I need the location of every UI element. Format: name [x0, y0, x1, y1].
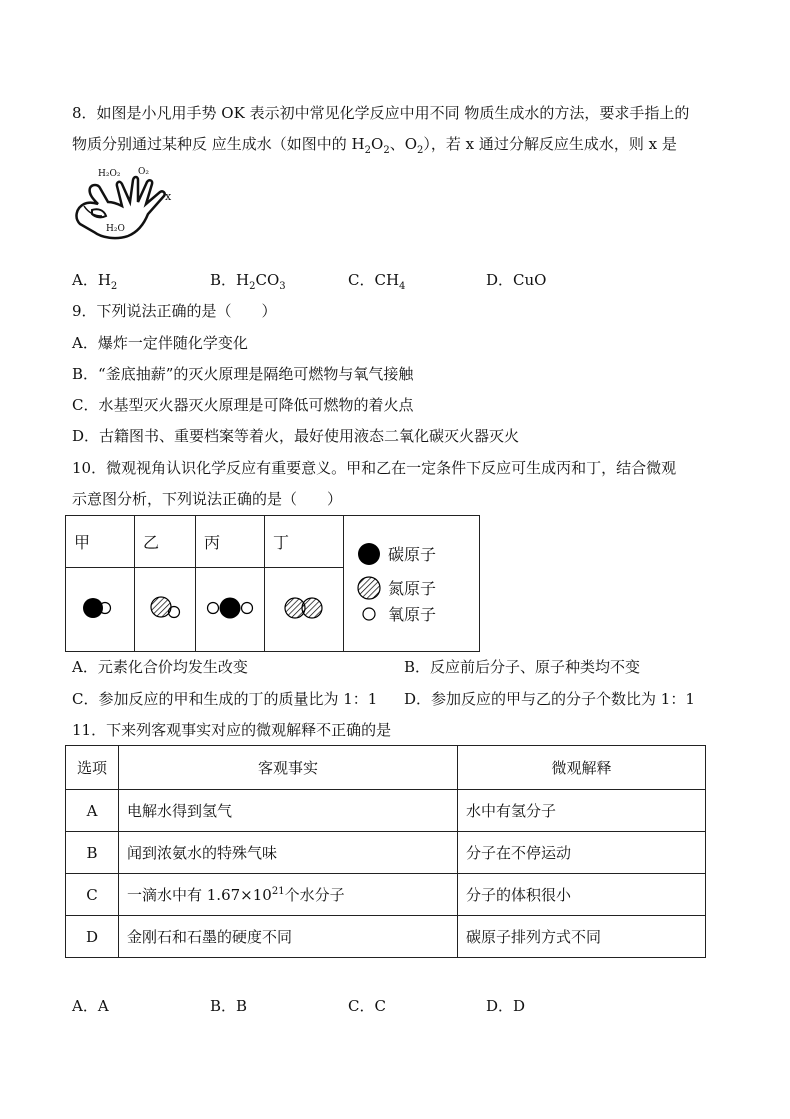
q8-option-d[interactable]: D．CuO — [486, 271, 547, 289]
q10-molecule-jia — [66, 568, 135, 652]
legend-nitrogen: 氮原子 — [356, 575, 479, 601]
q11-table — [65, 745, 706, 958]
q9-stem: 9．下列说法正确的是（ ） — [72, 302, 277, 320]
q10-molecule-ding — [265, 568, 344, 652]
table-row — [66, 790, 706, 832]
hand-label-h2o2: H₂O₂ — [98, 169, 121, 179]
q11-cell-option: A — [66, 790, 119, 832]
q11-cell-explain: 水中有氢分子 — [458, 790, 706, 832]
hand-label-h2o: H₂O — [106, 224, 125, 234]
q11-cell-explain: 分子在不停运动 — [458, 832, 706, 874]
hand-label-o2: O₂ — [138, 167, 149, 177]
q11-cell-option: B — [66, 832, 119, 874]
q11-cell-option: C — [66, 874, 119, 916]
q11-cell-explain: 分子的体积很小 — [458, 874, 706, 916]
q11-stem: 11．下来列客观事实对应的微观解释不正确的是 — [72, 721, 392, 739]
q11-header-explain: 微观解释 — [458, 746, 706, 790]
no-molecule-icon — [140, 593, 190, 623]
carbon-atom-icon — [356, 541, 382, 567]
q11-option-a[interactable]: A．A — [72, 997, 109, 1015]
q11-cell-option: D — [66, 916, 119, 958]
q10-molecule-bing — [196, 568, 265, 652]
q9-option-d[interactable]: D．古籍图书、重要档案等着火，最好使用液态二氧化碳灭火器灭火 — [72, 427, 520, 445]
oxygen-atom-icon — [356, 601, 382, 627]
q11-cell-fact: 金刚石和石墨的硬度不同 — [119, 916, 458, 958]
q8-stem-line2: 物质分别通过某种反 应生成水（如图中的 $H_2O_2$、$O_2$），若 x 通过分解反应生成水，则 x 是 — [72, 135, 677, 156]
q8-option-a[interactable]: A．$H_2$ — [72, 271, 118, 292]
q10-header-yi: 乙 — [135, 516, 196, 568]
co-molecule-icon — [75, 593, 125, 623]
q11-option-b[interactable]: B．B — [210, 997, 248, 1015]
q10-option-a[interactable]: A．元素化合价均发生改变 — [72, 658, 248, 676]
n2-molecule-icon — [276, 593, 332, 623]
legend-carbon: 碳原子 — [356, 541, 479, 567]
q11-cell-explain: 碳原子排列方式不同 — [458, 916, 706, 958]
table-row — [66, 874, 706, 916]
q11-header-fact: 客观事实 — [119, 746, 458, 790]
q10-molecule-table — [65, 515, 480, 652]
q10-header-bing: 丙 — [196, 516, 265, 568]
q10-stem-line1: 10．微观视角认识化学反应有重要意义。甲和乙在一定条件下反应可生成丙和丁，结合微观 — [72, 459, 677, 477]
q11-cell-fact: 电解水得到氢气 — [119, 790, 458, 832]
q8-option-c[interactable]: C．$CH_4$ — [348, 271, 406, 292]
q10-option-b[interactable]: B．反应前后分子、原子种类均不变 — [404, 658, 641, 676]
q11-header-row — [66, 746, 706, 790]
q11-option-d[interactable]: D．D — [486, 997, 526, 1015]
q11-header-option: 选项 — [66, 746, 119, 790]
table-row — [66, 832, 706, 874]
q8-stem-line1: 8．如图是小凡用手势 OK 表示初中常见化学反应中用不同 物质生成水的方法，要求手指上的 — [72, 104, 690, 122]
q10-option-c[interactable]: C．参加反应的甲和生成的丁的质量比为 1：1 — [72, 690, 378, 708]
q11-option-c[interactable]: C．C — [348, 997, 386, 1015]
q11-cell-fact: 闻到浓氨水的特殊气味 — [119, 832, 458, 874]
legend-oxygen: 氧原子 — [356, 601, 479, 627]
q10-header-jia: 甲 — [66, 516, 135, 568]
q9-option-c[interactable]: C．水基型灭火器灭火原理是可降低可燃物的着火点 — [72, 396, 414, 414]
q10-molecule-yi — [135, 568, 196, 652]
q9-option-b[interactable]: B．“釜底抽薪”的灭火原理是隔绝可燃物与氧气接触 — [72, 365, 414, 383]
hand-label-x: x — [165, 190, 172, 203]
q10-stem-line2: 示意图分析，下列说法正确的是（ ） — [72, 490, 343, 508]
q9-option-a[interactable]: A．爆炸一定伴随化学变化 — [72, 334, 248, 352]
co2-molecule-icon — [202, 593, 258, 623]
q8-option-b[interactable]: B．$H_2CO_3$ — [210, 271, 286, 292]
q10-option-d[interactable]: D．参加反应的甲与乙的分子个数比为 1：1 — [404, 690, 695, 708]
q10-header-ding: 丁 — [265, 516, 344, 568]
q11-cell-fact: 一滴水中有 $1.67\times 10^{21}$个水分子 — [119, 874, 458, 916]
nitrogen-atom-icon — [356, 575, 382, 601]
table-row — [66, 916, 706, 958]
ok-hand-illustration — [72, 166, 182, 246]
q10-legend — [344, 516, 480, 652]
ok-hand-figure — [72, 166, 182, 246]
